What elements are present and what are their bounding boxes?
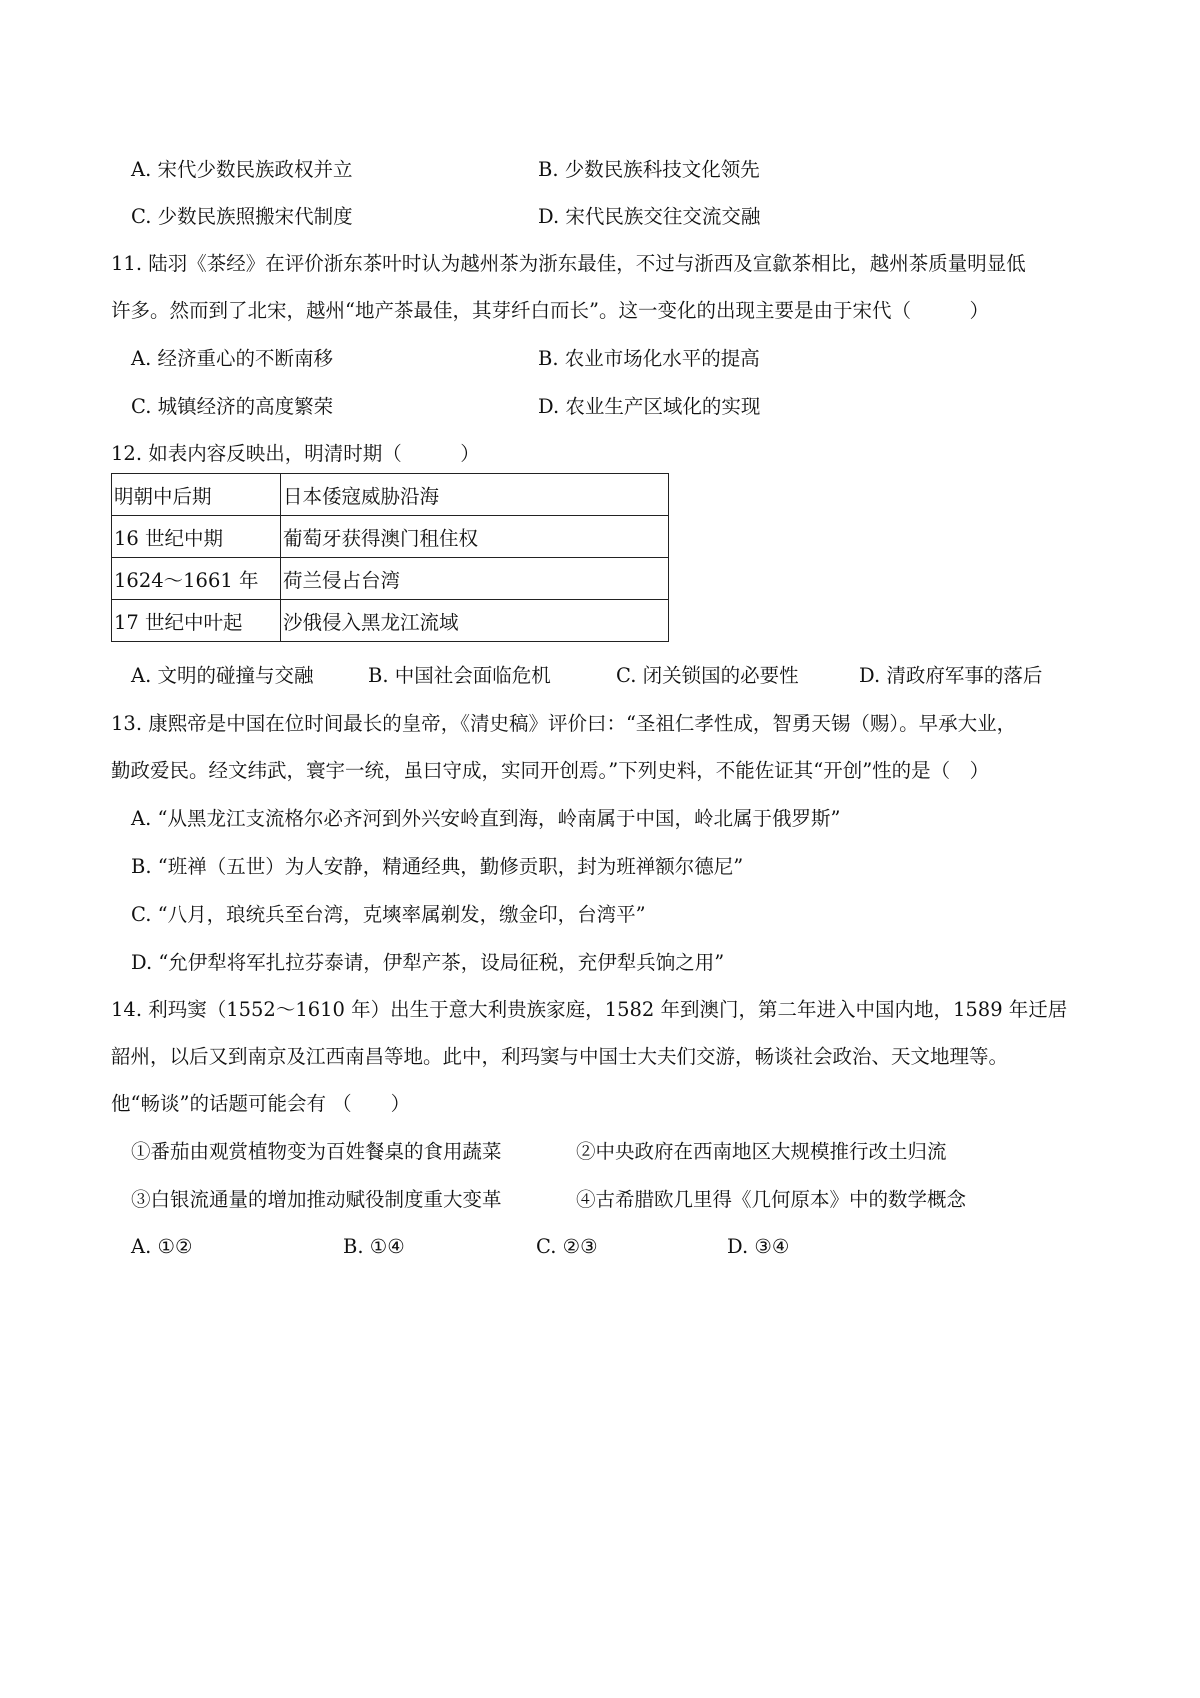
table-cell-event: 荷兰侵占台湾 [281, 558, 669, 600]
q13-option-a: A. “从黑龙江支流格尔必齐河到外兴安岭直到海，岭南属于中国，岭北属于俄罗斯” [131, 807, 841, 830]
q14-item-2: ②中央政府在西南地区大规模推行改土归流 [576, 1140, 947, 1163]
q14-item-4: ④古希腊欧几里得《几何原本》中的数学概念 [576, 1188, 967, 1211]
table-cell-event: 沙俄侵入黑龙江流域 [281, 600, 669, 642]
q13-stem-line-2: 勤政爱民。经文纬武，寰宇一统，虽曰守成，实同开创焉。”下列史料，不能佐证其“开创”性的是（ ） [111, 759, 990, 782]
table-row [112, 516, 669, 558]
q14-option-d: D. ③④ [727, 1235, 790, 1258]
q14-option-b: B. ①④ [343, 1235, 405, 1258]
q10-option-a: A. 宋代少数民族政权并立 [131, 158, 353, 181]
q12-option-c: C. 闭关锁国的必要性 [616, 664, 799, 687]
table-cell-period: 1624～1661 年 [112, 558, 281, 600]
q14-option-a: A. ①② [131, 1235, 193, 1258]
q11-stem-line-1: 11. 陆羽《茶经》在评价浙东茶叶时认为越州茶为浙东最佳，不过与浙西及宣歙茶相比，越州茶质量明显低 [111, 252, 1026, 275]
q13-option-b: B. “班禅（五世）为人安静，精通经典，勤修贡职，封为班禅额尔德尼” [131, 855, 744, 878]
q10-option-b: B. 少数民族科技文化领先 [538, 158, 760, 181]
table-cell-period: 17 世纪中叶起 [112, 600, 281, 642]
q10-option-d: D. 宋代民族交往交流交融 [538, 205, 761, 228]
q13-option-c: C. “八月，琅统兵至台湾，克塽率属剃发，缴金印，台湾平” [131, 903, 646, 926]
q11-option-c: C. 城镇经济的高度繁荣 [131, 395, 334, 418]
q12-option-b: B. 中国社会面临危机 [368, 664, 551, 687]
table-cell-period: 16 世纪中期 [112, 516, 281, 558]
q14-stem-line-1: 14. 利玛窦（1552～1610 年）出生于意大利贵族家庭，1582 年到澳门，第二年进入中国内地，1589 年迁居 [111, 998, 1068, 1021]
q14-stem-line-2: 韶州，以后又到南京及江西南昌等地。此中，利玛窦与中国士大夫们交游，畅谈社会政治、天文地理等。 [111, 1045, 1009, 1068]
table-cell-event: 日本倭寇威胁沿海 [281, 474, 669, 516]
q14-stem-line-3: 他“畅谈”的话题可能会有 （ ） [111, 1092, 411, 1115]
q10-option-c: C. 少数民族照搬宋代制度 [131, 205, 353, 228]
q14-item-3: ③白银流通量的增加推动赋役制度重大变革 [131, 1188, 502, 1211]
q14-option-c: C. ②③ [536, 1235, 598, 1258]
q11-stem-line-2: 许多。然而到了北宋，越州“地产茶最佳，其芽纤白而长”。这一变化的出现主要是由于宋代（ ） [111, 299, 989, 322]
q14-item-1: ①番茄由观赏植物变为百姓餐桌的食用蔬菜 [131, 1140, 502, 1163]
q11-option-d: D. 农业生产区域化的实现 [538, 395, 761, 418]
q13-stem-line-1: 13. 康熙帝是中国在位时间最长的皇帝，《清史稿》评价曰：“圣祖仁孝性成，智勇天锡（赐）。早承大业， [111, 712, 1017, 735]
table-row [112, 474, 669, 516]
q12-option-a: A. 文明的碰撞与交融 [131, 664, 314, 687]
table-cell-period: 明朝中后期 [112, 474, 281, 516]
table-row [112, 558, 669, 600]
q12-option-d: D. 清政府军事的落后 [859, 664, 1043, 687]
table-row [112, 600, 669, 642]
q11-option-a: A. 经济重心的不断南移 [131, 347, 333, 370]
table-cell-event: 葡萄牙获得澳门租住权 [281, 516, 669, 558]
q11-option-b: B. 农业市场化水平的提高 [538, 347, 760, 370]
q13-option-d: D. “允伊犁将军扎拉芬泰请，伊犁产茶，设局征税，充伊犁兵饷之用” [131, 951, 725, 974]
q12-stem: 12. 如表内容反映出，明清时期（ ） [111, 442, 480, 465]
q12-table [111, 473, 669, 642]
